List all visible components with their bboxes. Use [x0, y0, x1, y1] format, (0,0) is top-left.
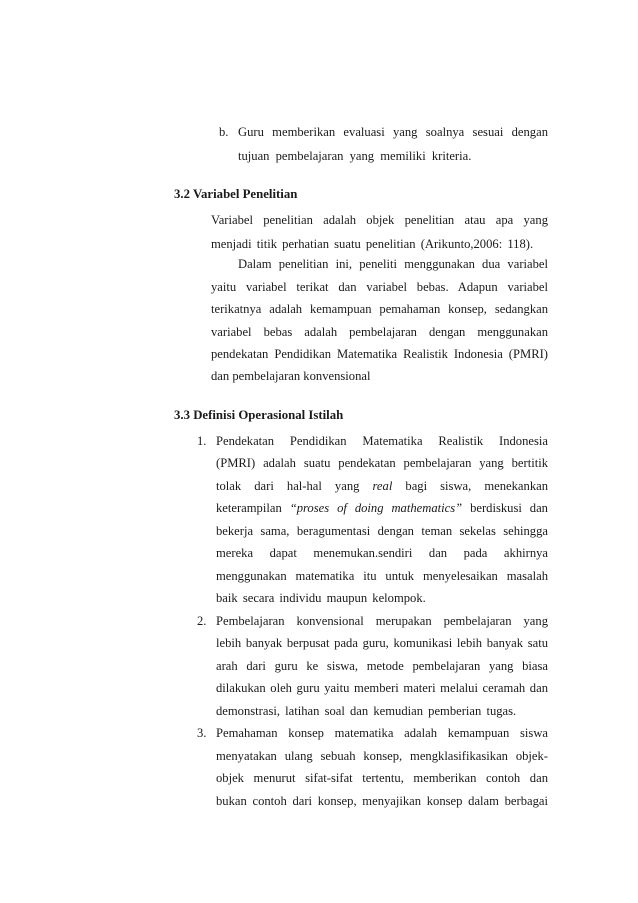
- item-2-line-1: Pembelajaran konvensional merupakan pembelajaran yang: [216, 614, 548, 628]
- item-1-line-3-text-a: tolak dari hal-hal yang: [216, 479, 360, 493]
- list-number-2: 2.: [197, 614, 207, 628]
- section-3-2-para2-line-6: dan pembelajaran konvensional: [211, 369, 371, 383]
- item-b-line-1: Guru memberikan evaluasi yang soalnya sesuai dengan: [238, 125, 548, 139]
- section-3-2-para1-line-1: Variabel penelitian adalah objek penelitian atau apa yang: [211, 213, 548, 227]
- section-3-2-heading: 3.2 Variabel Penelitian: [174, 187, 298, 201]
- section-3-2-para1-line-2: menjadi titik perhatian suatu penelitian (Arikunto,2006: 118).: [211, 237, 534, 251]
- item-b-line-2: tujuan pembelajaran yang memiliki kriteria.: [238, 149, 472, 163]
- item-1-line-8: baik secara individu maupun kelompok.: [216, 591, 426, 605]
- list-number-3: 3.: [197, 726, 207, 740]
- item-2-line-2: lebih banyak berpusat pada guru, komunikasi lebih banyak satu: [216, 636, 548, 650]
- section-3-2-para2-line-3: terikatnya adalah kemampuan pemahaman konsep, sedangkan: [211, 302, 548, 316]
- item-1-line-3-italic: real: [372, 479, 393, 493]
- section-3-2-para2-line-2: yaitu variabel terikat dan variabel bebas. Adapun variabel: [211, 280, 548, 294]
- item-2-line-3: arah dari guru ke siswa, metode pembelajaran yang biasa: [216, 659, 548, 673]
- item-1-line-4-italic: “proses of doing mathematics”: [289, 501, 463, 515]
- section-3-2-para2-line-4: variabel bebas adalah pembelajaran dengan menggunakan: [211, 325, 548, 339]
- item-1-line-1: Pendekatan Pendidikan Matematika Realistik Indonesia: [216, 434, 548, 448]
- item-3-line-3: objek menurut sifat-sifat tertentu, memberikan contoh dan: [216, 771, 548, 785]
- item-3-line-1: Pemahaman konsep matematika adalah kemampuan siswa: [216, 726, 548, 740]
- section-3-3-heading: 3.3 Definisi Operasional Istilah: [174, 408, 344, 422]
- list-marker-b: b.: [219, 125, 229, 139]
- item-1-line-3: [216, 478, 548, 494]
- item-3-line-2: menyatakan ulang sebuah konsep, mengklasifikasikan objek-: [216, 749, 548, 763]
- list-number-1: 1.: [197, 434, 207, 448]
- item-1-line-7: menggunakan matematika itu untuk menyelesaikan masalah: [216, 569, 548, 583]
- item-1-line-5: bekerja sama, beragumentasi dengan teman sekelas sehingga: [216, 524, 548, 538]
- item-3-line-4: bukan contoh dari konsep, menyajikan konsep dalam berbagai: [216, 794, 548, 808]
- item-1-line-2: (PMRI) adalah suatu pendekatan pembelajaran yang bertitik: [216, 456, 548, 470]
- section-3-2-para2-line-1: Dalam penelitian ini, peneliti menggunakan dua variabel: [238, 257, 548, 271]
- item-1-line-3-text-b: bagi siswa, menekankan: [405, 479, 548, 493]
- item-1-line-4: [216, 500, 548, 516]
- item-1-line-4-text-a: keterampilan: [216, 501, 282, 515]
- item-1-line-4-text-b: berdiskusi dan: [470, 501, 548, 515]
- item-2-line-5: demonstrasi, latihan soal dan kemudian pemberian tugas.: [216, 704, 517, 718]
- section-3-2-para2-line-5: pendekatan Pendidikan Matematika Realistik Indonesia (PMRI): [211, 347, 548, 361]
- item-1-line-6: mereka dapat menemukan.sendiri dan pada akhirnya: [216, 546, 548, 560]
- item-2-line-4: dilakukan oleh guru yaitu memberi materi melalui ceramah dan: [216, 681, 548, 695]
